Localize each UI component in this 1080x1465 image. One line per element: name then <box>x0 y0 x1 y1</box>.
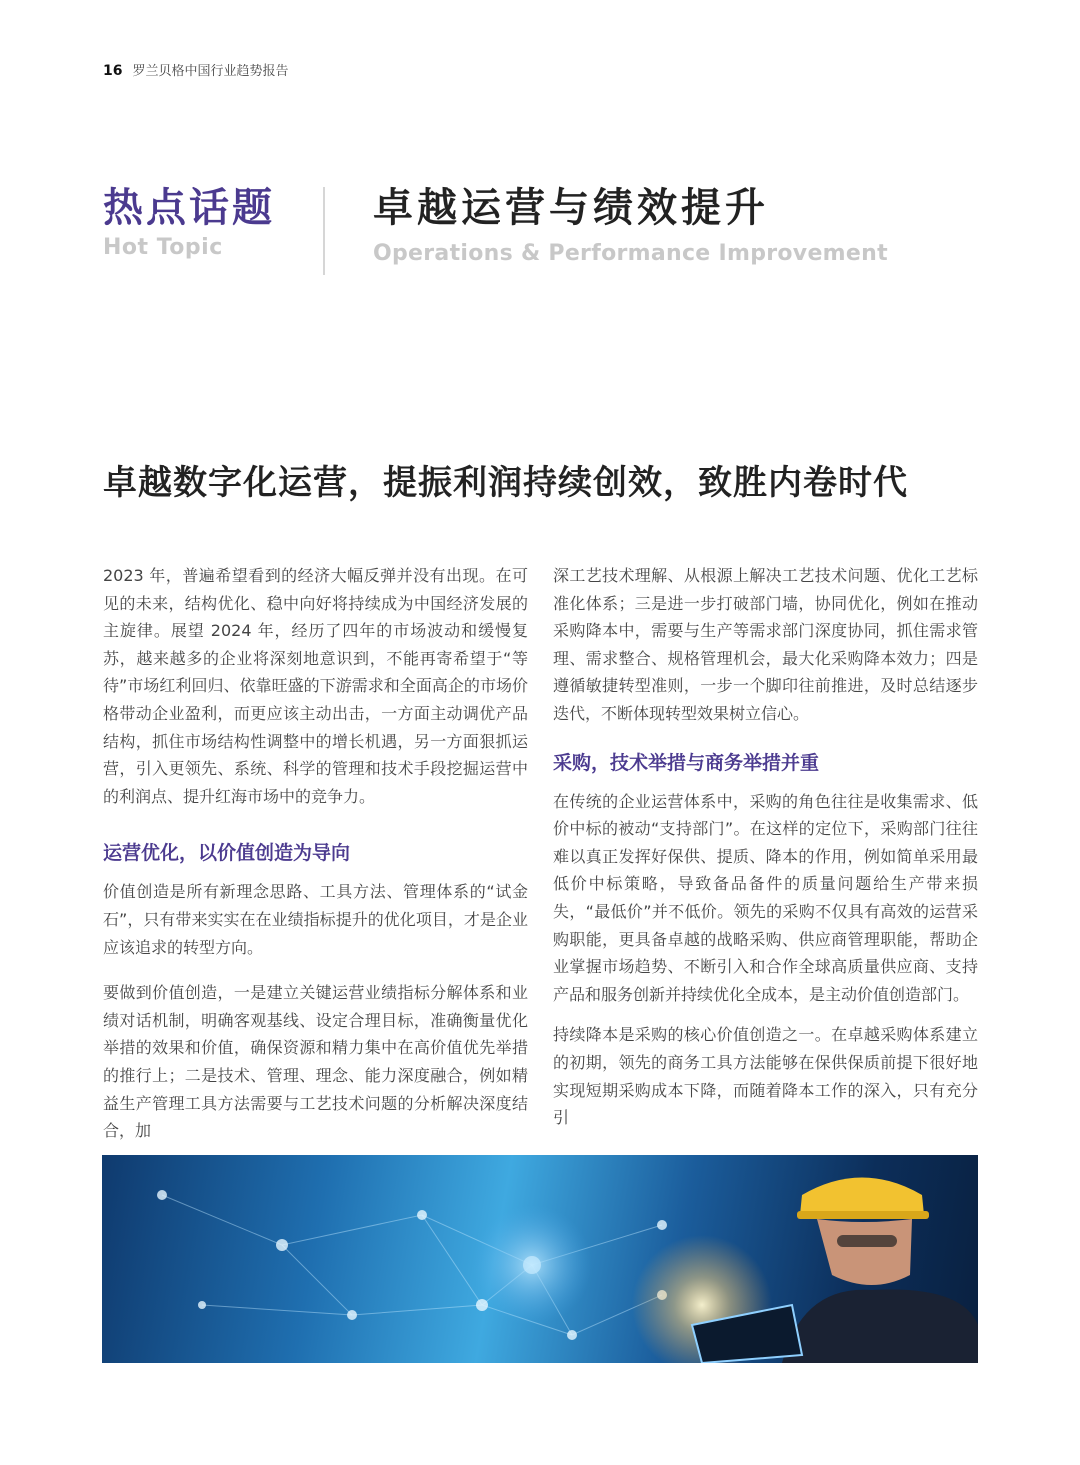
page-number: 16 <box>103 63 123 79</box>
vertical-divider <box>323 187 325 275</box>
hero-banner <box>103 185 983 277</box>
paragraph: 在传统的企业运营体系中，采购的角色往往是收集需求、低价中标的被动“支持部门”。在这样的定位下，采购部门往往难以真正发挥好保供、提质、降本的作用，例如简单采用最低价中标策略，导致备品备件的质量问题给生产带来损失，“最低价”并不低价。领先的采购不仅具有高效的运营采购职能，更具备卓越的战略采购、供应商管理职能，帮助企业掌握市场趋势、不断引入和合作全球高质量供应商、支持产品和服务创新并持续优化全成本，是主动价值创造部门。 <box>553 791 978 1004</box>
topic-title-cn: 卓越运营与绩效提升 <box>373 185 769 231</box>
worker-silhouette <box>782 1178 978 1364</box>
paragraph: 持续降本是采购的核心价值创造之一。在卓越采购体系建立的初期，领先的商务工具方法能够在保供保质前提下很好地实现短期采购成本下降，而随着降本工作的深入，只有充分引 <box>553 1025 978 1128</box>
section-title-cn: 热点话题 <box>103 185 275 231</box>
section-heading: 采购，技术举措与商务举措并重 <box>553 751 820 774</box>
section-title-en: Hot Topic <box>103 235 223 260</box>
paragraph: 要做到价值创造，一是建立关键运营业绩指标分解体系和业绩对话机制，明确客观基线、设定合理目标，准确衡量优化举措的效果和价值，确保资源和精力集中在高价值优先举措的推行上；二是技术、管理、理念、能力深度融合，例如精益生产管理工具方法需要与工艺技术问题的分析解决深度结合，加 <box>103 983 528 1141</box>
left-column <box>103 562 528 1158</box>
publication-title: 罗兰贝格中国行业趋势报告 <box>132 64 289 79</box>
paragraph: 价值创造是所有新理念思路、工具方法、管理体系的“试金石”，只有带来实实在在业绩指标提升的优化项目，才是企业应该追求的转型方向。 <box>103 882 528 957</box>
feature-photo <box>102 1155 978 1363</box>
paragraph: 2023 年，普遍希望看到的经济大幅反弹并没有出现。在可见的未来，结构优化、稳中向好将持续成为中国经济发展的主旋律。展望 2024 年，经历了四年的市场波动和缓慢复苏，越来越多的企业将深刻地意识到，不能再寄希望于“等待”市场红利回归、依靠旺盛的下游需求和全面高企的市场价格带动企业盈利，而更应该主动出击，一方面主动调优产品结构，抓住市场结构性调整中的增长机遇，另一方面狠抓运营，引入更领先、系统、科学的管理和技术手段挖掘运营中的利润点、提升红海市场中的竞争力。 <box>103 566 528 806</box>
section-heading: 运营优化，以价值创造为导向 <box>103 842 351 865</box>
topic-label <box>373 185 888 266</box>
paragraph: 深工艺技术理解、从根源上解决工艺技术问题、优化工艺标准化体系；三是进一步打破部门墙，协同优化，例如在推动采购降本中，需要与生产等需求部门深度协同，抓住需求管理、需求整合、规格管理机会，最大化采购降本效力；四是遵循敏捷转型准则，一步一个脚印往前推进，及时总结逐步迭代，不断体现转型效果树立信心。 <box>553 566 978 723</box>
page-header <box>103 60 289 79</box>
photo-illustration <box>102 1155 978 1363</box>
right-column <box>553 562 978 1145</box>
section-label <box>103 185 275 260</box>
article-title: 卓越数字化运营，提振利润持续创效，致胜内卷时代 <box>103 463 908 503</box>
topic-title-en: Operations & Performance Improvement <box>373 241 888 266</box>
